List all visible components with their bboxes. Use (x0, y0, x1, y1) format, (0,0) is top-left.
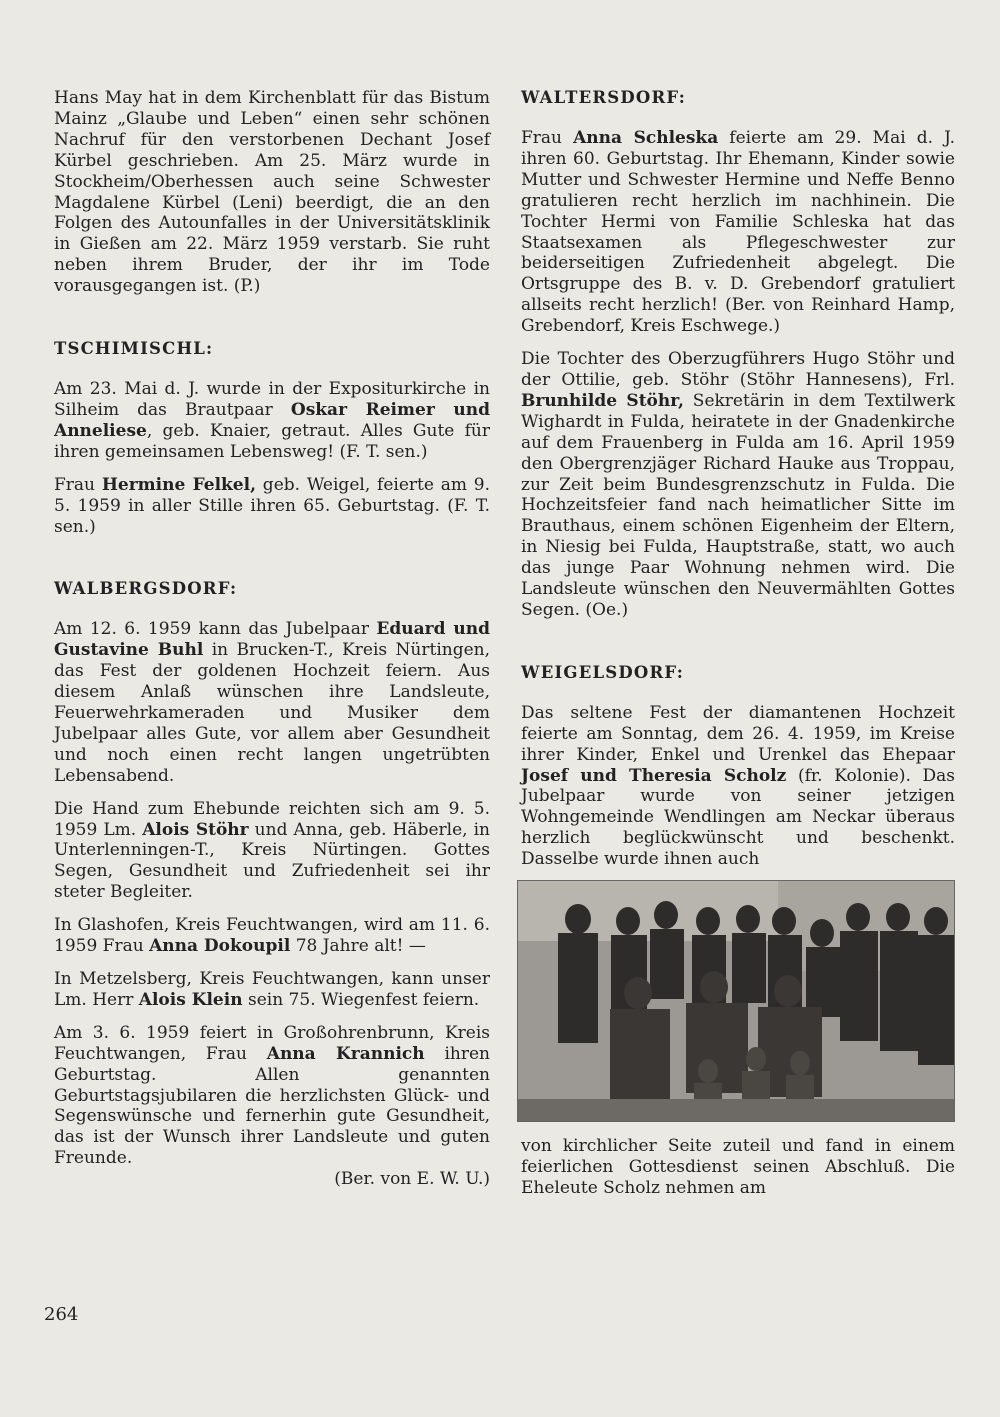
right-column (521, 88, 955, 1199)
heading-tschimischl: TSCHIMISCHL: (54, 339, 214, 359)
paragraph-kuerbel: Hans May hat in dem Kirchenblatt für das Bistum Mainz „Glaube und Leben“ einen sehr schönen Nachruf für den verstorbenen Dechant Josef Kürbel geschrieben. Am 25. März wurde in Stockheim/Oberhessen auch seine Schwester Magdalene Kürbel (Leni) beerdigt, die an den Folgen des Autounfalles in der Universitätsklinik in Gießen am 22. März 1959 verstarb. Sie ruht neben ihrem Bruder, der ihr im Tode vorausgegangen ist. (P.) (54, 88, 490, 297)
paragraph-krannich-birthday: Am 3. 6. 1959 feiert in Großohrenbrunn, Kreis Feuchtwangen, Frau Anna Krannich ihren Geburtstag. Allen genannten Geburtstagsjubilaren die herzlichsten Glück- und Segenswünsche und fernerhin gute Gesundheit, das ist der Wunsch ihrer Landsleute und guten Freunde. (54, 1022, 490, 1169)
paragraph-klein-birthday: In Metzelsberg, Kreis Feuchtwangen, kann unser Lm. Herr Alois Klein sein 75. Wiegenfest feiern. (54, 969, 490, 1010)
paragraph-buhl-golden-wedding: Am 12. 6. 1959 kann das Jubelpaar Eduard und Gustavine Buhl in Brucken-T., Kreis Nürtingen, das Fest der goldenen Hochzeit feiern. Aus diesem Anlaß wünschen ihre Landsleute, Feuerwehrkameraden und Musiker dem Jubelpaar alles Gute, vor allem aber Gesundheit und noch einen recht langen ungetrübten Lebensabend. (54, 619, 490, 786)
page-number: 264 (44, 1304, 79, 1325)
heading-walbergsdorf: WALBERGSDORF: (54, 579, 238, 599)
heading-waltersdorf: WALTERSDORF: (521, 88, 687, 107)
paragraph-stoehr-hauke-wedding: Die Tochter des Oberzugführers Hugo Stöhr und der Ottilie, geb. Stöhr (Stöhr Hannesens), Frl. Brunhilde Stöhr, Sekretärin in dem Textilwerk Wighardt in Fulda, heiratete in der Gnadenkirche auf dem Frauenberg in Fulda am 16. April 1959 den Obergrenzjäger Richard Hauke aus Troppau, zur Zeit beim Bundesgrenzschutz in Fulda. Die Hochzeitsfeier fand nach heimatlicher Sitte im Brauthaus, einem schönen Eigenheim der Eltern, in Niesig bei Fulda, Hauptstraße, statt, wo auch das junge Paar Wohnung nehmen wird. Die Landsleute wünschen den Neuvermählten Gottes Segen. (Oe.) (521, 349, 955, 620)
family-group-photo (517, 880, 955, 1122)
heading-weigelsdorf: WEIGELSDORF: (521, 662, 685, 682)
paragraph-tschimischl-wedding: Am 23. Mai d. J. wurde in der Expositurkirche in Silheim das Brautpaar Oskar Reimer und Anneliese, geb. Knaier, getraut. Alles Gute für ihren gemeinsamen Lebensweg! (F. T. sen.) (54, 379, 490, 462)
paragraph-felkel-birthday: Frau Hermine Felkel, geb. Weigel, feierte am 9. 5. 1959 in aller Stille ihren 65. Geburtstag. (F. T. sen.) (54, 474, 490, 537)
family-photo-illustration (518, 881, 954, 1121)
paragraph-schleska-birthday: Frau Anna Schleska feierte am 29. Mai d. J. ihren 60. Geburtstag. Ihr Ehemann, Kinder sowie Mutter und Schwester Hermine und Neffe Benno gratulieren recht herzlich im nachhinein. Die Tochter Hermi von Familie Schleska hat das Staatsexamen als Pflegeschwester zur beiderseitigen Zufriedenheit abgelegt. Die Ortsgruppe des B. v. D. Grebendorf gratuliert allseits recht herzlich! (Ber. von Reinhard Hamp, Grebendorf, Kreis Eschwege.) (521, 128, 955, 337)
left-column (54, 88, 490, 1190)
paragraph-scholz-continued: von kirchlicher Seite zuteil und fand in einem feierlichen Gottesdienst seinen Abschluß. Die Eheleute Scholz nehmen am (521, 1136, 955, 1198)
paragraph-scholz-diamond-wedding: Das seltene Fest der diamantenen Hochzeit feierte am Sonntag, dem 26. 4. 1959, im Kreise ihrer Kinder, Enkel und Urenkel das Ehepaar Josef und Theresia Scholz (fr. Kolonie). Das Jubelpaar wurde von seiner jetzigen Wohngemeinde Wendlingen am Neckar überaus herzlich beglückwünscht und beschenkt. Dasselbe wurde ihnen auch (521, 702, 956, 870)
report-signature: (Ber. von E. W. U.) (334, 1169, 490, 1190)
paragraph-dokoupil-birthday: In Glashofen, Kreis Feuchtwangen, wird am 11. 6. 1959 Frau Anna Dokoupil 78 Jahre alt! — (54, 915, 490, 957)
paragraph-stoehr-wedding: Die Hand zum Ehebunde reichten sich am 9. 5. 1959 Lm. Alois Stöhr und Anna, geb. Häberle, in Unterlenningen-T., Kreis Nürtingen. Gottes Segen, Gesundheit und Zufriedenheit sei ihr steter Begleiter. (54, 798, 490, 903)
